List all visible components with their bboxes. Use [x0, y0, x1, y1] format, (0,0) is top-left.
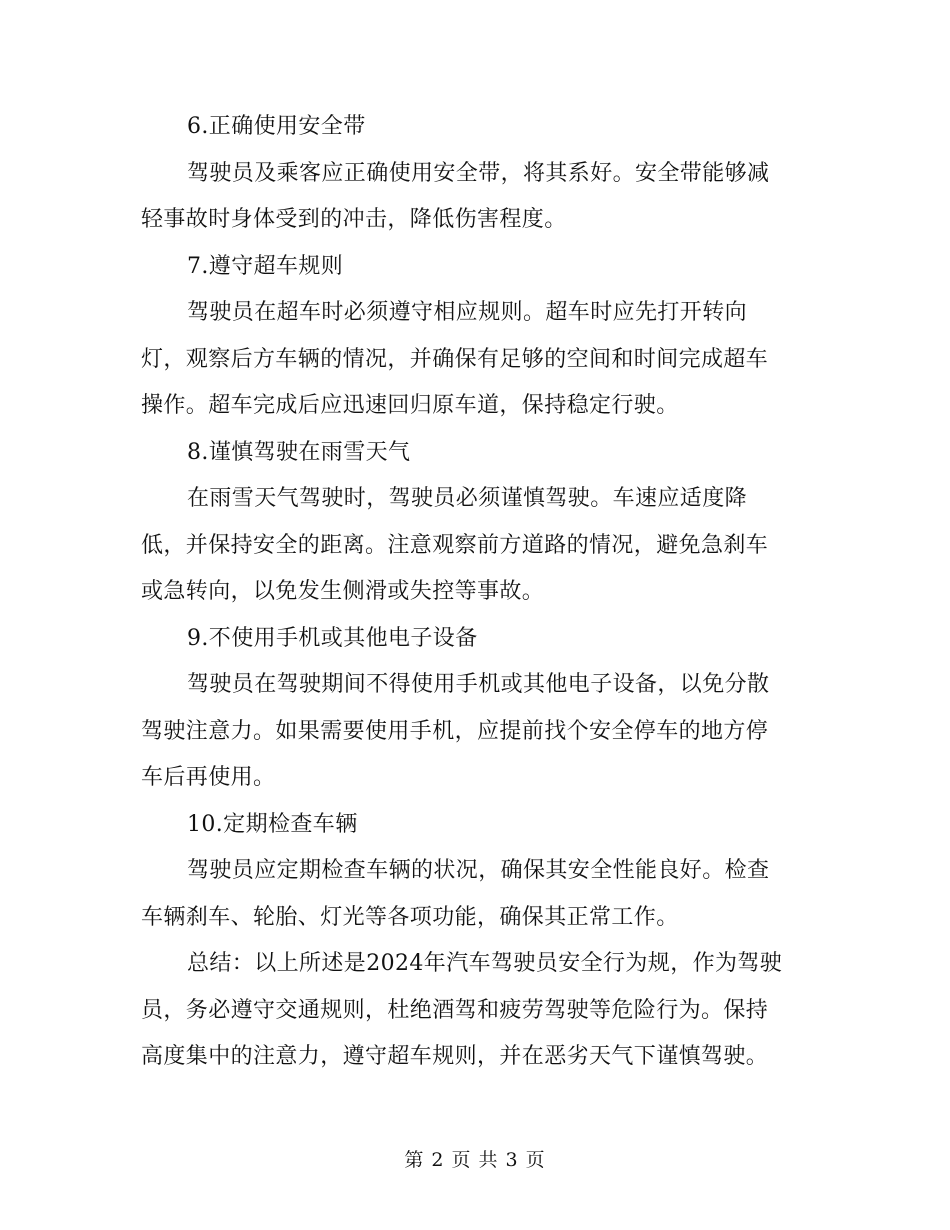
paragraph-line: 低，并保持安全的距离。注意观察前方道路的情况，避免急刹车 [141, 532, 769, 558]
paragraph-line: 车后再使用。 [141, 765, 276, 790]
summary-line: 高度集中的注意力，遵守超车规则，并在恶劣天气下谨慎驾驶。 [141, 1044, 769, 1069]
paragraph-line: 操作。超车完成后应迅速回归原车道，保持稳定行驶。 [141, 393, 679, 418]
section-heading-8: 8.谨慎驾驶在雨雪天气 [187, 439, 411, 465]
summary-line: 总结：以上所述是2024年汽车驾驶员安全行为规，作为驾驶 [187, 951, 783, 976]
document-body [141, 104, 811, 1081]
paragraph-line: 在雨雪天气驾驶时，驾驶员必须谨慎驾驶。车速应适度降 [187, 486, 748, 511]
page-number-footer: 第 2 页 共 3 页 [404, 1149, 546, 1171]
paragraph-line: 驾驶员在驾驶期间不得使用手机或其他电子设备，以免分散 [187, 672, 770, 697]
paragraph-line: 驾驶员在超车时必须遵守相应规则。超车时应先打开转向 [187, 300, 748, 325]
section-heading-10: 10.定期检查车辆 [187, 811, 358, 837]
paragraph-line: 或急转向，以免发生侧滑或失控等事故。 [141, 579, 545, 604]
section-heading-6: 6.正确使用安全带 [187, 114, 366, 139]
section-heading-9: 9.不使用手机或其他电子设备 [187, 625, 478, 651]
paragraph-line: 驾驶员应定期检查车辆的状况，确保其安全性能良好。检查 [187, 858, 770, 883]
paragraph-line: 灯，观察后方车辆的情况，并确保有足够的空间和时间完成超车 [141, 346, 769, 372]
summary-line: 员，务必遵守交通规则，杜绝酒驾和疲劳驾驶等危险行为。保持 [141, 997, 769, 1023]
section-heading-7: 7.遵守超车规则 [187, 253, 344, 279]
paragraph-line: 轻事故时身体受到的冲击，降低伤害程度。 [141, 207, 567, 232]
paragraph-line: 车辆刹车、轮胎、灯光等各项功能，确保其正常工作。 [141, 904, 679, 930]
paragraph-line: 驾驶员及乘客应正确使用安全带，将其系好。安全带能够减 [187, 160, 770, 186]
paragraph-line: 驾驶注意力。如果需要使用手机，应提前找个安全停车的地方停 [141, 718, 769, 744]
